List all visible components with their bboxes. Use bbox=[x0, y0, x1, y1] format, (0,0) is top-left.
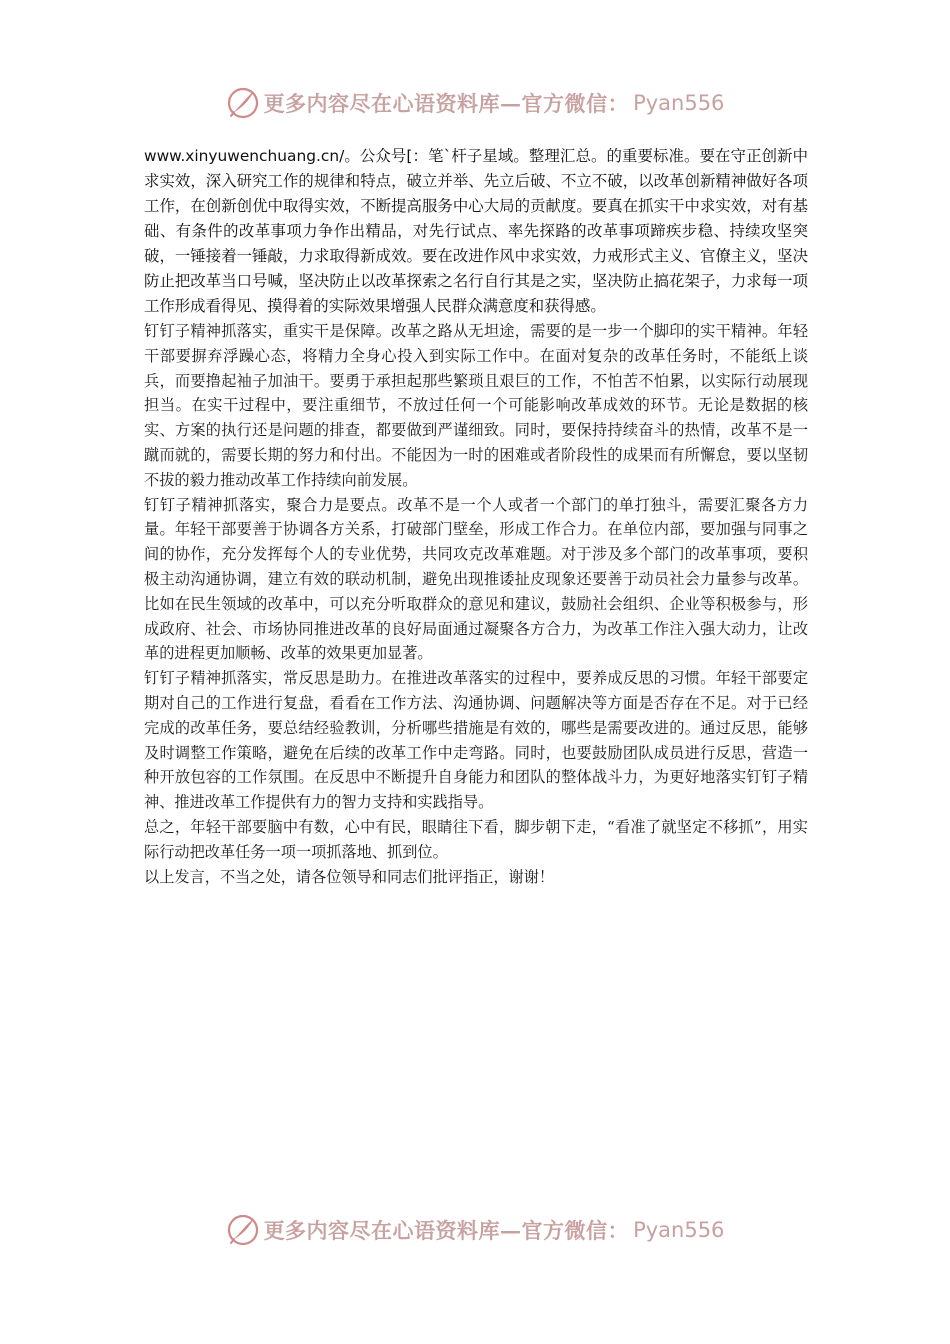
quill-logo-icon bbox=[226, 1213, 260, 1247]
banner-text: 更多内容尽在心语资料库—官方微信： bbox=[263, 1218, 630, 1243]
paragraph-5: 总之，年轻干部要脑中有数，心中有民，眼睛往下看，脚步朝下走，“看准了就坚定不移抓”，用实际行动把改革任务一项一项抓落地、抓到位。 bbox=[144, 817, 808, 861]
paragraph-6: 以上发言，不当之处，请各位领导和同志们批评指正，谢谢！ bbox=[144, 867, 555, 886]
document-body bbox=[144, 144, 808, 889]
banner-wechat-id: Pyan556 bbox=[633, 91, 725, 115]
header-banner bbox=[0, 80, 950, 126]
banner-text: 更多内容尽在心语资料库—官方微信： bbox=[263, 91, 630, 116]
paragraph-4: 钉钉子精神抓落实，常反思是助力。在推进改革落实的过程中，要养成反思的习惯。年轻干部要定期对自己的工作进行复盘，看看在工作方法、沟通协调、问题解决等方面是否存在不足。对于已经完成的改革任务，要总结经验教训，分析哪些措施是有效的，哪些是需要改进的。通过反思，能够及时调整工作策略，避免在后续的改革工作中走弯路。同时，也要鼓励团队成员进行反思，营造一种开放包容的工作氛围。在反思中不断提升自身能力和团队的整体战斗力，为更好地落实钉钉子精神、推进改革工作提供有力的智力支持和实践指导。 bbox=[144, 669, 808, 812]
footer-banner-inner bbox=[226, 1213, 725, 1247]
paragraph-3: 钉钉子精神抓落实，聚合力是要点。改革不是一个人或者一个部门的单打独斗，需要汇聚各方力量。年轻干部要善于协调各方关系，打破部门壁垒，形成工作合力。在单位内部，要加强与同事之间的协作，充分发挥每个人的专业优势，共同攻克改革难题。对于涉及多个部门的改革事项，要积极主动沟通协调，建立有效的联动机制，避免出现推诿扯皮现象还要善于动员社会力量参与改革。比如在民生领域的改革中，可以充分听取群众的意见和建议，鼓励社会组织、企业等积极参与，形成政府、社会、市场协同推进改革的良好局面通过凝聚各方合力，为改革工作注入强大动力，让改革的进程更加顺畅、改革的效果更加显著。 bbox=[144, 495, 808, 663]
paragraph-1: www.xinyuwenchuang.cn/。公众号[：笔`杆子星域。整理汇总。的重要标准。要在守正创新中求实效，深入研究工作的规律和特点，破立并举、先立后破、不立不破，以改革创新精神做好各项工作，在创新创优中取得实效，不断提高服务中心大局的贡献度。要真在抓实干中求实效，对有基础、有条件的改革事项力争作出精品，对先行试点、率先探路的改革事项蹄疾步稳、持续攻坚突破，一锤接着一锤敲，力求取得新成效。要在改进作风中求实效，力戒形式主义、官僚主义，坚决防止把改革当口号喊，坚决防止以改革探索之名行自行其是之实，坚决防止搞花架子，力求每一项工作形成看得见、摸得着的实际效果增强人民群众满意度和获得感。 bbox=[144, 147, 808, 315]
quill-logo-icon bbox=[226, 86, 260, 120]
footer-banner bbox=[0, 1207, 950, 1253]
paragraph-2: 钉钉子精神抓落实，重实干是保障。改革之路从无坦途，需要的是一步一个脚印的实干精神。年轻干部要摒弃浮躁心态，将精力全身心投入到实际工作中。在面对复杂的改革任务时，不能纸上谈兵，而要撸起袖子加油干。要勇于承担起那些繁琐且艰巨的工作，不怕苦不怕累，以实际行动展现担当。在实干过程中，要注重细节，不放过任何一个可能影响改革成效的环节。无论是数据的核实、方案的执行还是问题的排查，都要做到严谨细致。同时，要保持持续奋斗的热情，改革不是一蹴而就的，需要长期的努力和付出。不能因为一时的困难或者阶段性的成果而有所懈怠，要以坚韧不拔的毅力推动改革工作持续向前发展。 bbox=[144, 322, 808, 489]
banner-wechat-id: Pyan556 bbox=[633, 1218, 725, 1242]
header-banner-inner bbox=[226, 86, 725, 120]
